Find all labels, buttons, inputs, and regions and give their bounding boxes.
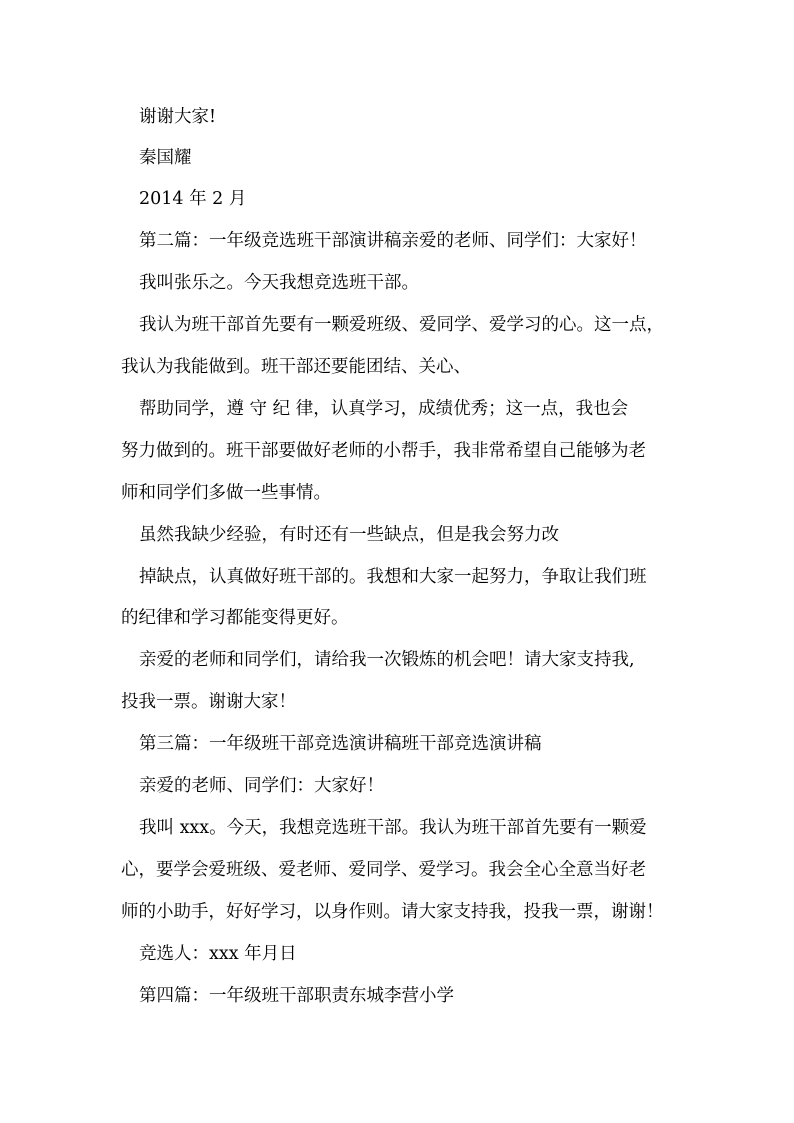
text-line: 努力做到的。班干部要做好老师的小帮手，我非常希望自己能够为老: [121, 441, 646, 461]
text-line: 我叫 xxx。今天，我想竞选班干部。我认为班干部首先要有一颗爱: [139, 818, 647, 838]
section-heading: 第二篇：一年级竞选班干部演讲稿亲爱的老师、同学们：大家好！: [139, 231, 647, 251]
text-line: 我认为我能做到。班干部还要能团结、关心、: [121, 357, 471, 377]
text-line: 竞选人：xxx 年月日: [139, 944, 297, 964]
text-line: 我认为班干部首先要有一颗爱班级、爱同学、爱学习的心。这一点，: [139, 315, 664, 335]
text-line: 师和同学们多做一些事情。: [121, 483, 331, 503]
text-line: 秦国耀: [139, 148, 192, 168]
section-heading: 第三篇：一年级班干部竞选演讲稿班干部竞选演讲稿: [139, 734, 542, 754]
text-line: 谢谢大家!: [139, 107, 217, 127]
text-line: 帮助同学，遵 守 纪 律，认真学习，成绩优秀；这一点，我也会: [139, 399, 629, 419]
text-line: 虽然我缺少经验，有时还有一些缺点，但是我会努力改: [139, 525, 559, 545]
text-line: 我叫张乐之。今天我想竞选班干部。: [139, 273, 419, 293]
section-heading: 第四篇：一年级班干部职责东城李营小学: [139, 986, 454, 1006]
text-line: 师的小助手，好好学习，以身作则。请大家支持我，投我一票，谢谢！: [121, 902, 664, 922]
text-line: 的纪律和学习都能变得更好。: [121, 608, 349, 628]
text-line: 亲爱的老师和同学们，请给我一次锻炼的机会吧！请大家支持我,: [139, 650, 635, 670]
text-line: 掉缺点，认真做好班干部的。我想和大家一起努力，争取让我们班: [139, 567, 647, 587]
text-line: 2014 年 2 月: [139, 189, 247, 209]
text-line: 心，要学会爱班级、爱老师、爱同学、爱学习。我会全心全意当好老: [121, 860, 646, 880]
text-line: 投我一票。谢谢大家！: [121, 692, 296, 712]
text-line: 亲爱的老师、同学们：大家好！: [139, 776, 384, 796]
